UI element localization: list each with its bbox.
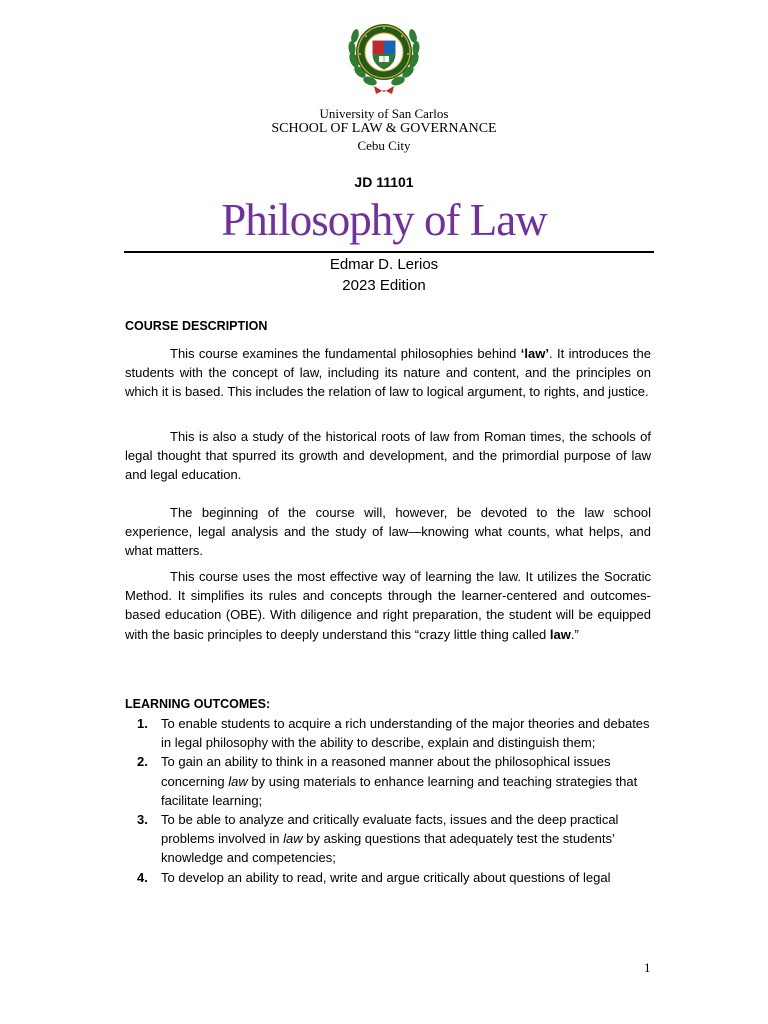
p4-bold: law	[549, 626, 571, 642]
description-paragraph-2: This is also a study of the historical roots of law from Roman times, the schools of legal thought that spurred its growth and development, and the primordial purpose of law and legal education.	[125, 429, 651, 483]
list-text: To be able to analyze and critically evaluate facts, issues and the deep practical problems involved in	[161, 812, 619, 847]
learning-outcomes-heading: LEARNING OUTCOMES:	[125, 697, 271, 711]
list-text-tail: by using materials to enhance learning and teaching strategies that facilitate learning;	[161, 773, 638, 808]
description-paragraph-3: The beginning of the course will, however, be devoted to the law school experience, legal analysis and the study of law—knowing what counts, what helps, and what matters.	[125, 505, 651, 559]
list-item	[125, 752, 651, 810]
list-italic: law	[283, 831, 303, 847]
city-name: Cebu City	[357, 138, 411, 153]
university-name: University of San Carlos	[319, 106, 449, 121]
p4-text-a: This course uses the most effective way of learning the law. It utilizes the Socratic Method. It simplifies its rules and concepts through the learner-centered and outcomes-based education (OBE). With diligence and right preparation, the student will be equipped with the basic principles to deeply understand this “crazy little thing called	[125, 569, 651, 642]
p1-text-b: . It introduces the students with the concept of law, including its nature and content, and the principles on which it is based. This includes the relation of law to logical argument, to rights, and justice.	[125, 346, 651, 400]
list-italic: law	[228, 773, 248, 789]
edition: 2023 Edition	[342, 277, 426, 294]
course-description-heading: COURSE DESCRIPTION	[125, 319, 268, 333]
p1-bold: ‘law’	[520, 346, 549, 361]
course-title: Philosophy of Law	[221, 195, 547, 245]
list-number: 4.	[137, 869, 148, 885]
list-item	[125, 810, 651, 868]
list-number: 2.	[137, 754, 148, 770]
author-name: Edmar D. Lerios	[329, 256, 439, 273]
list-text: To enable students to acquire a rich understanding of the major theories and debates in legal philosophy with the ability to describe, explain and distinguish them;	[161, 716, 650, 751]
learning-outcomes-list	[125, 714, 651, 887]
list-text: To gain an ability to think in a reasoned manner about the philosophical issues concerning	[161, 754, 611, 789]
p4-text-b: .”	[570, 626, 579, 642]
list-number: 1.	[137, 716, 148, 731]
description-paragraph-1	[125, 344, 651, 402]
list-text-tail: by asking questions that adequately test the students’ knowledge and competencies;	[161, 831, 615, 866]
page-number: 1	[644, 960, 651, 975]
university-seal-icon	[346, 14, 422, 96]
list-number: 3.	[137, 812, 148, 828]
description-paragraph-4	[125, 567, 651, 644]
list-text: To develop an ability to read, write and argue critically about questions of legal	[161, 869, 611, 885]
p1-text-a: This course examines the fundamental philosophies behind	[170, 346, 521, 361]
title-divider	[124, 251, 654, 253]
school-name: SCHOOL OF LAW & GOVERNANCE	[271, 121, 497, 136]
course-code: JD 11101	[354, 174, 414, 190]
list-item	[125, 714, 651, 752]
list-item	[125, 868, 651, 887]
